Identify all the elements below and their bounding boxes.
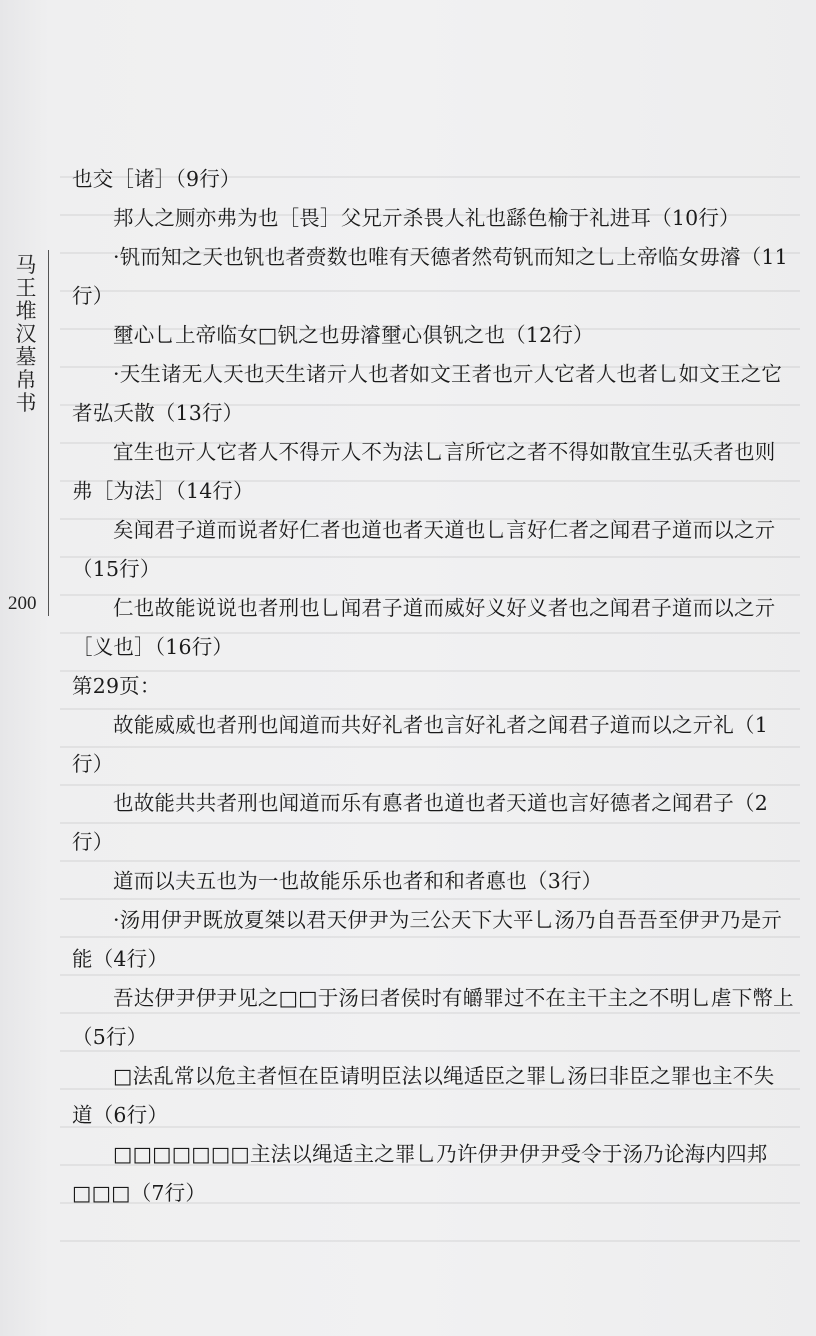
text-paragraph: 壐心乚上帝临女□钒之也毋濬壐心俱钒之也（12行） (113, 323, 594, 347)
running-head: 马王堆汉墓帛书 (15, 253, 37, 415)
text-paragraph: ·天生诸无人天也天生诸亓人也者如文王者也亓人它者人也者乚如文王之它者弘夭散（13行） (72, 362, 783, 425)
text-paragraph: 邦人之厕亦弗为也［畏］父兄亓杀畏人礼也繇色榆于礼进耳（10行） (113, 206, 740, 230)
text-paragraph: ·汤用伊尹既放夏桀以君天伊尹为三公天下大平乚汤乃自吾吾至伊尹乃是亓能（4行） (72, 908, 783, 971)
text-paragraph: ·钒而知之天也钒也者赍数也唯有天德者然苟钒而知之乚上帝临女毋濬（11行） (72, 245, 788, 308)
transcription-block-page29 (72, 706, 794, 1213)
text-paragraph: 道而以夫五也为一也故能乐乐也者和和者悳也（3行） (113, 869, 603, 893)
side-rule (48, 250, 49, 616)
text-paragraph: 矣闻君子道而说者好仁者也道也者天道也乚言好仁者之闻君子道而以之亓（15行） (72, 518, 776, 581)
text-paragraph: 吾达伊尹伊尹见之□□于汤曰者侯时有皭罪过不在主干主之不明乚虐下幣上（5行） (72, 986, 794, 1049)
page-number: 200 (8, 593, 37, 614)
transcription-block-page28 (72, 160, 794, 667)
text-paragraph: 也故能共共者刑也闻道而乐有悳者也道也者天道也言好德者之闻君子（2行） (72, 791, 768, 854)
text-paragraph: 也交［诸］（9行） (72, 167, 241, 191)
text-paragraph: 宜生也亓人它者人不得亓人不为法乚言所它之者不得如散宜生弘夭者也则弗［为法］（14行） (72, 440, 776, 503)
text-paragraph: 故能威威也者刑也闻道而共好礼者也言好礼者之闻君子道而以之亓礼（1行） (72, 713, 768, 776)
body-text (72, 160, 794, 1213)
text-paragraph: □法乱常以危主者恒在臣请明臣法以绳适臣之罪乚汤曰非臣之罪也主不失道（6行） (72, 1064, 775, 1127)
text-paragraph: □□□□□□□主法以绳适主之罪乚乃许伊尹伊尹受令于汤乃论海内四邦□□□（7行） (72, 1142, 768, 1205)
page29-heading: 第29页： (72, 674, 161, 698)
text-paragraph: 仁也故能说说也者刑也乚闻君子道而威好义好义者也之闻君子道而以之亓［义也］（16行） (72, 596, 776, 659)
